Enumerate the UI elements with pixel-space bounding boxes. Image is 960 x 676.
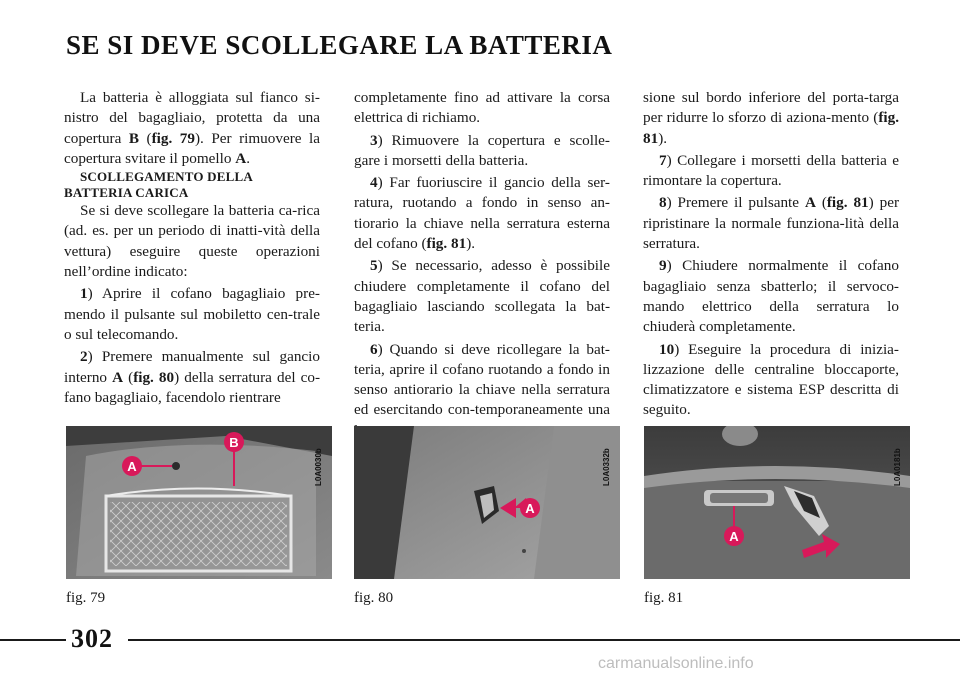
figure-80-code: L0A0332b xyxy=(602,448,611,486)
step-6-continued: sione sul bordo inferiore del porta-targa per ridurre lo sforzo di aziona-mento (fig. 81). xyxy=(643,89,899,147)
intro-paragraph: La batteria è alloggiata sul fianco si-nistro del bagagliaio, protetta da una copertura B (fig. 79). Per rimuovere la copertura svitare il pomello A. xyxy=(64,89,320,167)
step-4: 4) Far fuoriuscire il gancio della ser-ratura, ruotando a fondo in senso an-tiorario la chiave nella serratura esterna del cofano (fig. 81). xyxy=(354,174,610,253)
footer-rule-right xyxy=(128,639,960,641)
step-3: 3) Rimuovere la copertura e scolle-gare i morsetti della batteria. xyxy=(354,131,610,169)
step-7: 7) Collegare i morsetti della batteria e rimontare la copertura. xyxy=(643,151,899,190)
page-number: 302 xyxy=(71,624,113,653)
figure-81-caption: fig. 81 xyxy=(644,590,684,606)
figure-81-code: L0A0181b xyxy=(893,448,902,486)
step-6: 6) Quando si deve ricollegare la bat-teria, aprire il cofano ruotando a fondo in senso antiorario la chiave nella serratura ed esercitando con-temporaneamente una xyxy=(354,340,610,419)
step-10: 10) Eseguire la procedura di inizia-lizzazione delle centraline bloccaporte, climatizzatore e sistema ESP descritta di seguito. xyxy=(643,340,899,419)
step-2-continued: completamente fino ad attivare la corsa elettrica di richiamo. xyxy=(354,89,610,127)
callout-a-label: A xyxy=(729,529,739,544)
page-title: SE SI DEVE SCOLLEGARE LA BATTERIA xyxy=(66,30,613,60)
figure-80-caption: fig. 80 xyxy=(354,590,394,606)
callout-b-label: B xyxy=(229,435,239,450)
text-column-1 xyxy=(64,88,320,408)
text-column-3 xyxy=(643,88,899,421)
procedure-intro: Se si deve scollegare la batteria ca-rica (ad. es. per un periodo di inatti-vità della vettura) eseguire queste operazioni nell’ordine indicato: xyxy=(64,202,320,281)
step-5: 5) Se necessario, adesso è possibile chiudere completamente il cofano del bagagliaio lasciando scollegata la bat-teria. xyxy=(354,257,610,336)
callout-a-label: A xyxy=(127,459,137,474)
step-9: 9) Chiudere normalmente il cofano bagagliaio senza sbatterlo; il servoco-mando elettrico della serratura lo chiuderà completamente. xyxy=(643,257,899,336)
figure-79-caption: fig. 79 xyxy=(66,590,106,606)
figure-80-lock-hook xyxy=(354,426,620,579)
watermark: carmanualsonline.info xyxy=(598,655,754,672)
step-2: 2) Premere manualmente sul gancio interno A (fig. 80) della serratura del co-fano bagagliaio, facendolo rientrare xyxy=(64,348,320,406)
step-8: 8) Premere il pulsante A (fig. 81) per ripristinare la normale funziona-lità della serratura. xyxy=(643,194,899,253)
figure-79-code: L0A0030b xyxy=(314,448,323,486)
figure-81-key-lock xyxy=(644,426,910,579)
figure-79-battery-cover xyxy=(66,426,332,579)
text-column-2 xyxy=(354,88,610,441)
step-1: 1) Aprire il cofano bagagliaio pre-mendo il pulsante sul mobiletto cen-trale o sul telecomando. xyxy=(64,285,320,343)
callout-a-label: A xyxy=(525,501,535,516)
section-subheading: SCOLLEGAMENTO DELLA BATTERIA CARICA xyxy=(64,169,253,201)
footer-rule-left xyxy=(0,639,66,641)
